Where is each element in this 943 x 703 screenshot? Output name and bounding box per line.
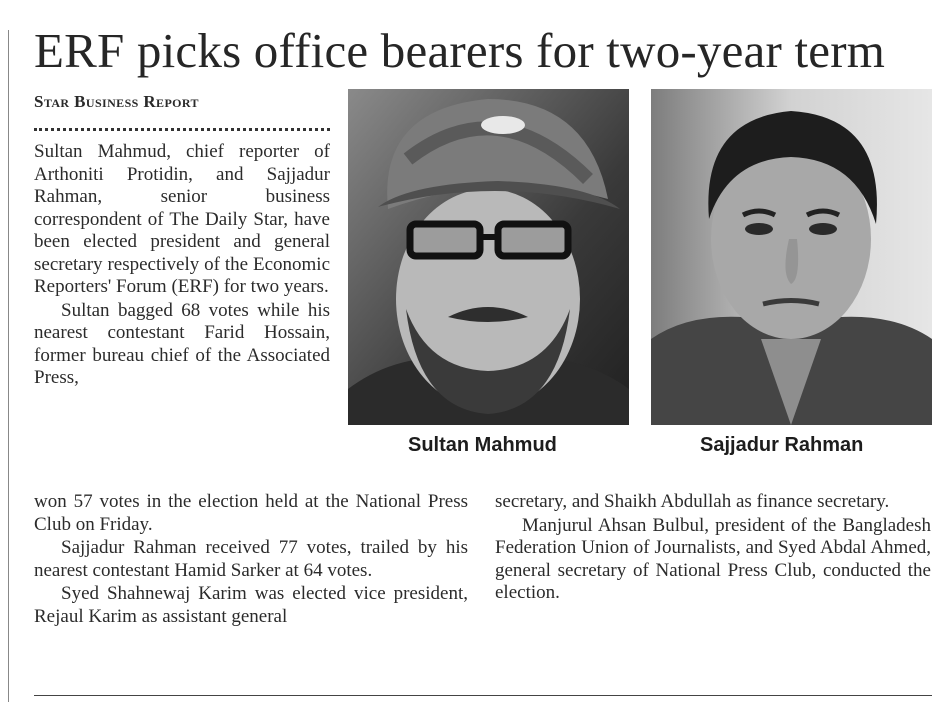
photo-sultan-mahmud bbox=[348, 89, 629, 425]
paragraph: Sultan Mahmud, chief reporter of Arthoniti Protidin, and Sajjadur Rahman, senior business correspondent of The Daily Star, have been elected president and general secretary respectively of the Economic Reporters' Forum (ERF) for two years. bbox=[34, 141, 330, 297]
dotted-divider bbox=[34, 128, 330, 131]
article-column-right bbox=[495, 491, 931, 605]
photo-caption: Sajjadur Rahman bbox=[700, 434, 864, 456]
bottom-rule bbox=[34, 695, 932, 696]
paragraph: secretary, and Shaikh Abdullah as finance secretary. bbox=[495, 491, 890, 512]
headline: ERF picks office bearers for two-year term bbox=[34, 23, 886, 78]
portrait-image bbox=[348, 89, 629, 425]
article-column-top bbox=[34, 141, 330, 390]
photo-caption: Sultan Mahmud bbox=[408, 434, 557, 456]
paragraph: Syed Shahnewaj Karim was elected vice president, Rejaul Karim as assistant general bbox=[34, 583, 468, 627]
byline: Star Business Report bbox=[34, 92, 199, 111]
article-column-left bbox=[34, 491, 468, 628]
paragraph: Sajjadur Rahman received 77 votes, trailed by his nearest contestant Hamid Sarker at 64 votes. bbox=[34, 537, 468, 581]
paragraph: won 57 votes in the election held at the National Press Club on Friday. bbox=[34, 491, 468, 535]
portrait-image bbox=[651, 89, 932, 425]
paragraph: Manjurul Ahsan Bulbul, president of the Bangladesh Federation Union of Journalists, and Syed Abdal Ahmed, general secretary of National Press Club, conducted the election. bbox=[495, 514, 931, 603]
photo-sajjadur-rahman bbox=[651, 89, 932, 425]
column-rule bbox=[8, 30, 9, 702]
paragraph: Sultan bagged 68 votes while his nearest contestant Farid Hossain, former bureau chief of the Associated Press, bbox=[34, 299, 330, 388]
